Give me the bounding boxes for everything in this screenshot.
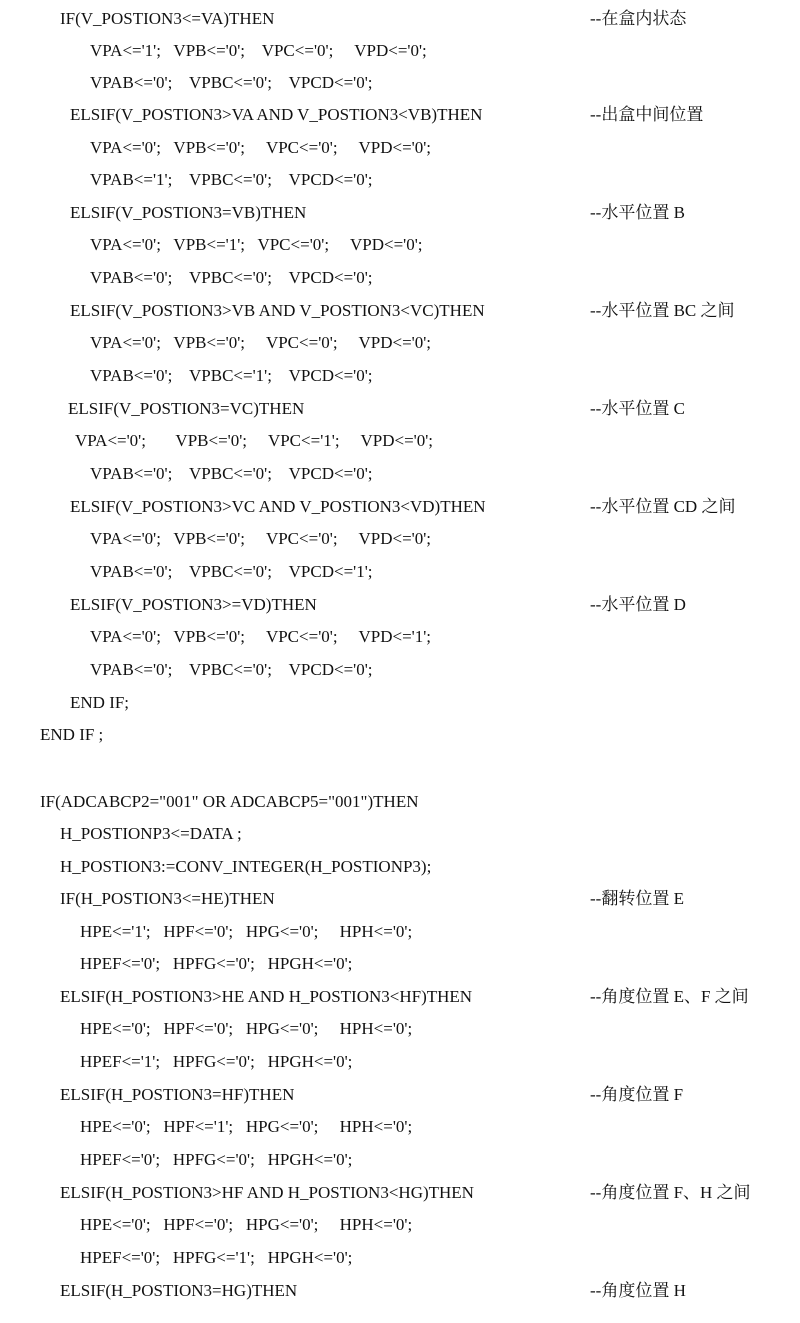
code-line: VPAB<='1'; VPBC<='0'; VPCD<='0'; (90, 170, 373, 189)
code-line: IF(H_POSTION3<=HE)THEN (60, 889, 275, 908)
code-line: VPAB<='0'; VPBC<='0'; VPCD<='0'; (90, 660, 373, 679)
code-comment: --角度位置 F、H 之间 (590, 1183, 751, 1202)
code-line: ELSIF(V_POSTION3=VC)THEN (68, 399, 305, 418)
code-line: HPEF<='0'; HPFG<='0'; HPGH<='0'; (80, 1150, 353, 1169)
code-line: HPE<='0'; HPF<='1'; HPG<='0'; HPH<='0'; (80, 1117, 413, 1136)
code-line: ELSIF(H_POSTION3>HE AND H_POSTION3<HF)THEN (60, 987, 473, 1006)
code-line: VPAB<='0'; VPBC<='0'; VPCD<='1'; (90, 562, 373, 581)
code-line: ELSIF(H_POSTION3=HF)THEN (60, 1085, 295, 1104)
code-comment: --角度位置 E、F 之间 (590, 987, 749, 1006)
code-line: IF(ADCABCP2="001" OR ADCABCP5="001")THEN (40, 792, 419, 811)
code-comment: --在盒内状态 (590, 9, 687, 28)
code-line: VPA<='1'; VPB<='0'; VPC<='0'; VPD<='0'; (90, 41, 427, 60)
code-comment: --翻转位置 E (590, 889, 684, 908)
code-line: VPAB<='0'; VPBC<='1'; VPCD<='0'; (90, 366, 373, 385)
code-line: VPA<='0'; VPB<='0'; VPC<='0'; VPD<='0'; (90, 529, 432, 548)
code-line: HPEF<='1'; HPFG<='0'; HPGH<='0'; (80, 1052, 353, 1071)
code-line: H_POSTION3:=CONV_INTEGER(H_POSTIONP3); (60, 857, 432, 876)
code-line: VPA<='0'; VPB<='0'; VPC<='0'; VPD<='1'; (90, 627, 432, 646)
code-comment: --水平位置 D (590, 595, 686, 614)
code-line: END IF; (70, 693, 130, 712)
code-line: VPA<='0'; VPB<='0'; VPC<='0'; VPD<='0'; (90, 333, 432, 352)
code-comment: --水平位置 C (590, 399, 685, 418)
code-line: ELSIF(H_POSTION3>HF AND H_POSTION3<HG)THEN (60, 1183, 474, 1202)
code-line: ELSIF(V_POSTION3=VB)THEN (70, 203, 307, 222)
code-line: ELSIF(V_POSTION3>VB AND V_POSTION3<VC)THEN (70, 301, 485, 320)
code-line: ELSIF(V_POSTION3>VC AND V_POSTION3<VD)THEN (70, 497, 486, 516)
code-comment: --水平位置 CD 之间 (590, 497, 736, 516)
code-line: IF(V_POSTION3<=VA)THEN (60, 9, 275, 28)
code-line: ELSIF(V_POSTION3>VA AND V_POSTION3<VB)THEN (70, 105, 483, 124)
code-line: VPAB<='0'; VPBC<='0'; VPCD<='0'; (90, 73, 373, 92)
code-comment: --出盒中间位置 (590, 105, 704, 124)
code-line: VPA<='0'; VPB<='0'; VPC<='1'; VPD<='0'; (75, 431, 434, 450)
code-line: H_POSTIONP3<=DATA ; (60, 824, 242, 843)
code-line: VPAB<='0'; VPBC<='0'; VPCD<='0'; (90, 268, 373, 287)
code-line: END IF ; (40, 725, 104, 744)
code-line: HPE<='0'; HPF<='0'; HPG<='0'; HPH<='0'; (80, 1019, 413, 1038)
code-line: VPAB<='0'; VPBC<='0'; VPCD<='0'; (90, 464, 373, 483)
code-line: HPE<='0'; HPF<='0'; HPG<='0'; HPH<='0'; (80, 1215, 413, 1234)
code-line: VPA<='0'; VPB<='0'; VPC<='0'; VPD<='0'; (90, 138, 432, 157)
code-line: ELSIF(V_POSTION3>=VD)THEN (70, 595, 317, 614)
code-line: HPE<='1'; HPF<='0'; HPG<='0'; HPH<='0'; (80, 922, 413, 941)
code-comment: --水平位置 B (590, 203, 685, 222)
code-line: HPEF<='0'; HPFG<='0'; HPGH<='0'; (80, 954, 353, 973)
code-comment: --角度位置 F (590, 1085, 684, 1104)
code-line: VPA<='0'; VPB<='1'; VPC<='0'; VPD<='0'; (90, 235, 423, 254)
code-line: ELSIF(H_POSTION3=HG)THEN (60, 1281, 298, 1300)
code-comment: --水平位置 BC 之间 (590, 301, 735, 320)
code-comment: --角度位置 H (590, 1281, 686, 1300)
code-line: HPEF<='0'; HPFG<='1'; HPGH<='0'; (80, 1248, 353, 1267)
